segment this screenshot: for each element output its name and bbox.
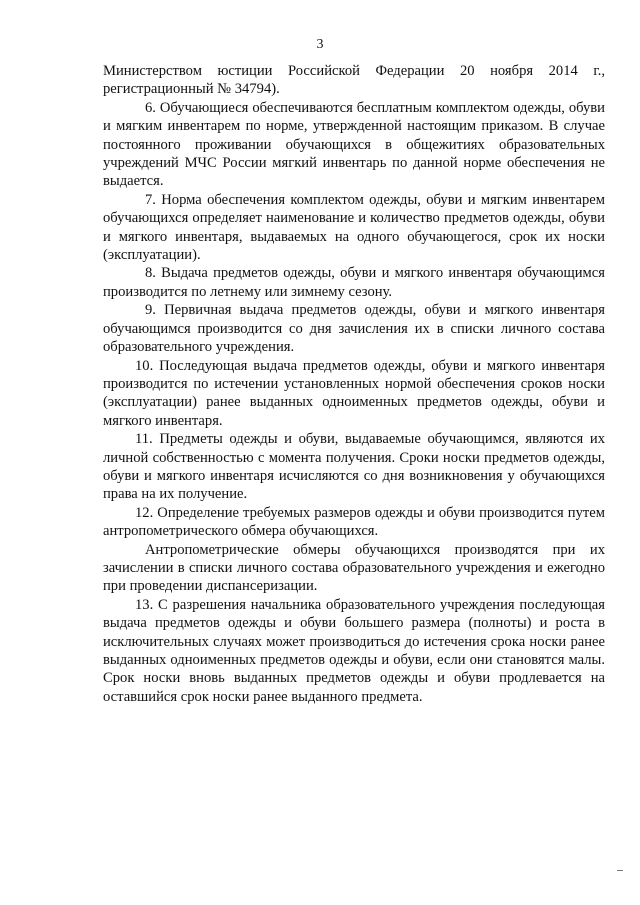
paragraph-continuation: Министерством юстиции Российской Федерации 20 ноября 2014 г., регистрационный № 34794). <box>103 63 605 98</box>
paragraph-9: 9. Первичная выдача предметов одежды, обуви и мягкого инвентаря обучающимся производится со дня зачисления их в списки личного состава образовательного учреждения. <box>103 302 605 356</box>
paragraph-12: 12. Определение требуемых размеров одежды и обуви производится путем антропометрического обмера обучающихся. <box>103 504 605 540</box>
paragraph-13: 13. С разрешения начальника образовательного учреждения последующая выдача предметов одежды и обуви большего размера (полноты) и роста в исключительных случаях может производиться до истечения срока носки ранее выданных одноименных предметов одежды и обуви, если они становятся малы. Срок носки вновь выданных предметов одежды и обуви продлевается на оставшийся срок носки ранее выданного предмета. <box>103 596 605 705</box>
paragraph-7: 7. Норма обеспечения комплектом одежды, обуви и мягким инвентарем обучающихся определяет наименование и количество предметов одежды, обуви и мягкого инвентаря, выдаваемых на одного обучающегося, срок их носки (эксплуатации). <box>103 191 605 264</box>
paragraph-10: 10. Последующая выдача предметов одежды, обуви и мягкого инвентаря производится по истечении установленных нормой обеспечения сроков носки (эксплуатации) ранее выданных одноименных предметов одежды, обуви и мягкого инвентаря. <box>103 357 605 429</box>
document-body <box>103 62 605 706</box>
scan-edge-mark <box>617 870 623 871</box>
paragraph-8: 8. Выдача предметов одежды, обуви и мягкого инвентаря обучающимся производится по летнему или зимнему сезону. <box>103 265 605 300</box>
paragraph-11: 11. Предметы одежды и обуви, выдаваемые обучающимся, являются их личной собственностью с момента получения. Сроки носки предметов одежды, обуви и мягкого инвентаря исчисляются со дня возникновения у обучающихся права на их получение. <box>103 431 605 503</box>
paragraph-6: 6. Обучающиеся обеспечиваются бесплатным комплектом одежды, обуви и мягким инвентарем по норме, утвержденной настоящим приказом. В случае постоянного проживании обучающихся в общежитиях образовательных учреждений МЧС России мягкий инвентарь по данной норме обеспечения не выдается. <box>103 99 605 190</box>
paragraph-anthropometric: Антропометрические обмеры обучающихся производятся при их зачислении в списки личного состава образовательного учреждения и ежегодно при проведении диспансеризации. <box>103 541 605 595</box>
page-number: 3 <box>316 37 324 52</box>
